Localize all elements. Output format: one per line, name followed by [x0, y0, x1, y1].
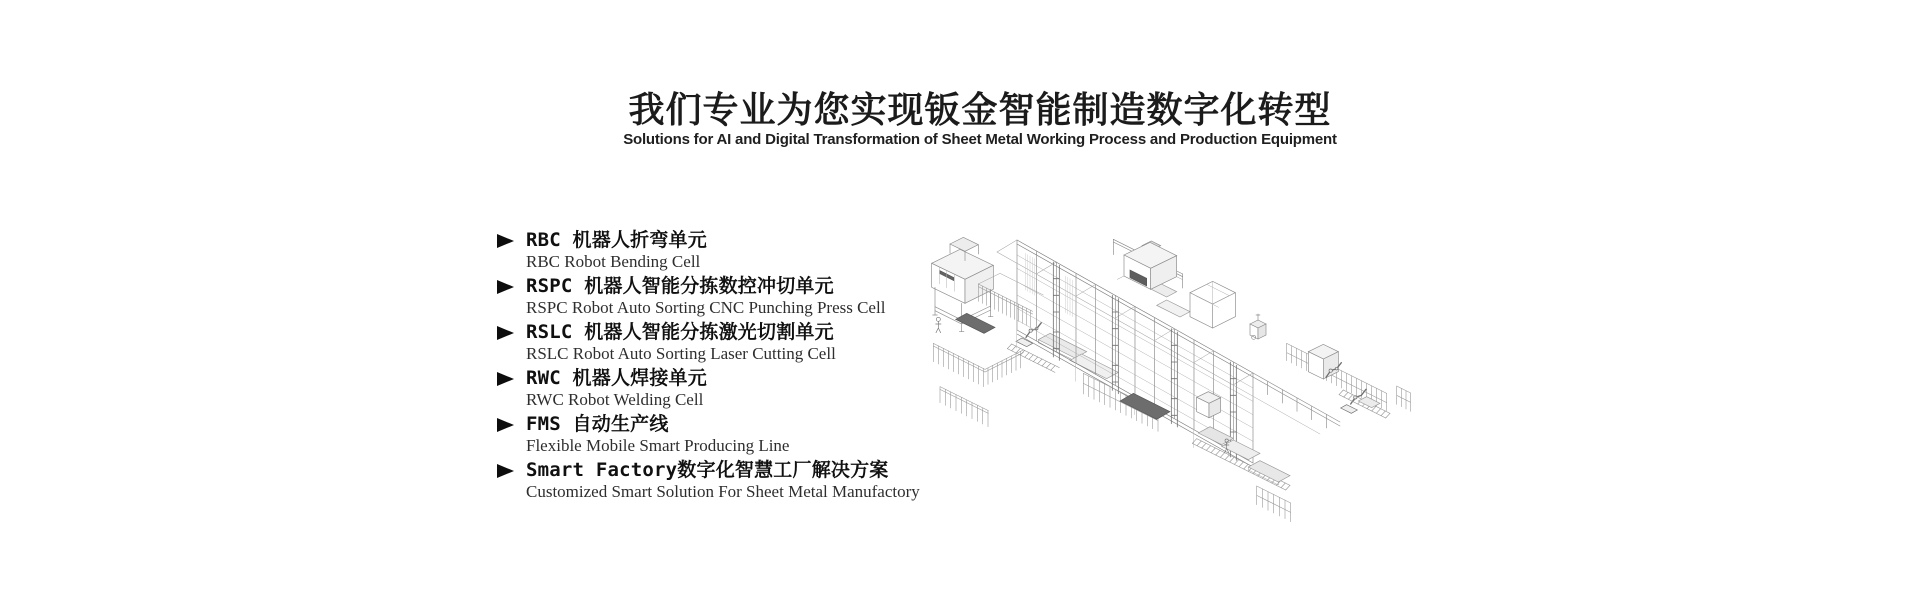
arrow-right-icon — [497, 418, 514, 432]
solution-heading: Smart Factory数字化智慧工厂解决方案 — [526, 459, 889, 481]
machine-box — [1197, 392, 1221, 418]
safety-fence — [933, 343, 1023, 426]
pallet-dark — [1120, 393, 1170, 419]
list-item — [497, 322, 927, 363]
solution-heading: FMS 自动生产线 — [526, 413, 669, 435]
arrow-right-icon — [497, 326, 514, 340]
person-figure — [936, 317, 941, 332]
list-item — [497, 414, 927, 455]
production-line-illustration — [900, 200, 1460, 530]
solutions-list — [497, 230, 927, 506]
list-item — [497, 276, 927, 317]
arrow-right-icon — [497, 372, 514, 386]
list-item — [497, 230, 927, 271]
list-item — [497, 460, 927, 501]
roller-conveyor — [1007, 344, 1059, 372]
solution-heading: RWC 机器人焊接单元 — [526, 367, 707, 389]
arrow-right-icon — [497, 464, 514, 478]
solution-heading: RBC 机器人折弯单元 — [526, 229, 707, 251]
agv-cart — [1250, 314, 1266, 339]
machine-box — [1308, 344, 1338, 379]
arrow-right-icon — [497, 234, 514, 248]
sheet-stack — [1198, 427, 1290, 485]
solution-subtitle: RSPC Robot Auto Sorting CNC Punching Press Cell — [526, 298, 886, 317]
solution-subtitle: RSLC Robot Auto Sorting Laser Cutting Cell — [526, 344, 836, 363]
solution-subtitle: Customized Smart Solution For Sheet Metal Manufactory — [526, 482, 920, 501]
solution-heading: RSPC 机器人智能分拣数控冲切单元 — [526, 275, 834, 297]
production-line-drawing — [900, 200, 1460, 530]
solution-subtitle: Flexible Mobile Smart Producing Line — [526, 436, 790, 455]
page-title: 我们专业为您实现钣金智能制造数字化转型 — [628, 89, 1332, 130]
solution-subtitle: RBC Robot Bending Cell — [526, 252, 701, 271]
page-subtitle: Solutions for AI and Digital Transformation of Sheet Metal Working Process and Production Equipment — [623, 131, 1337, 148]
rail-extension — [1233, 373, 1340, 434]
safety-fence — [1287, 343, 1411, 411]
arrow-right-icon — [497, 280, 514, 294]
safety-fence — [1257, 486, 1291, 522]
solution-heading: RSLC 机器人智能分拣激光切割单元 — [526, 321, 834, 343]
punching-machine — [1113, 239, 1182, 289]
list-item — [497, 368, 927, 409]
machine-frame — [1190, 281, 1235, 328]
solution-subtitle: RWC Robot Welding Cell — [526, 390, 704, 409]
robot-arm — [1016, 323, 1041, 347]
